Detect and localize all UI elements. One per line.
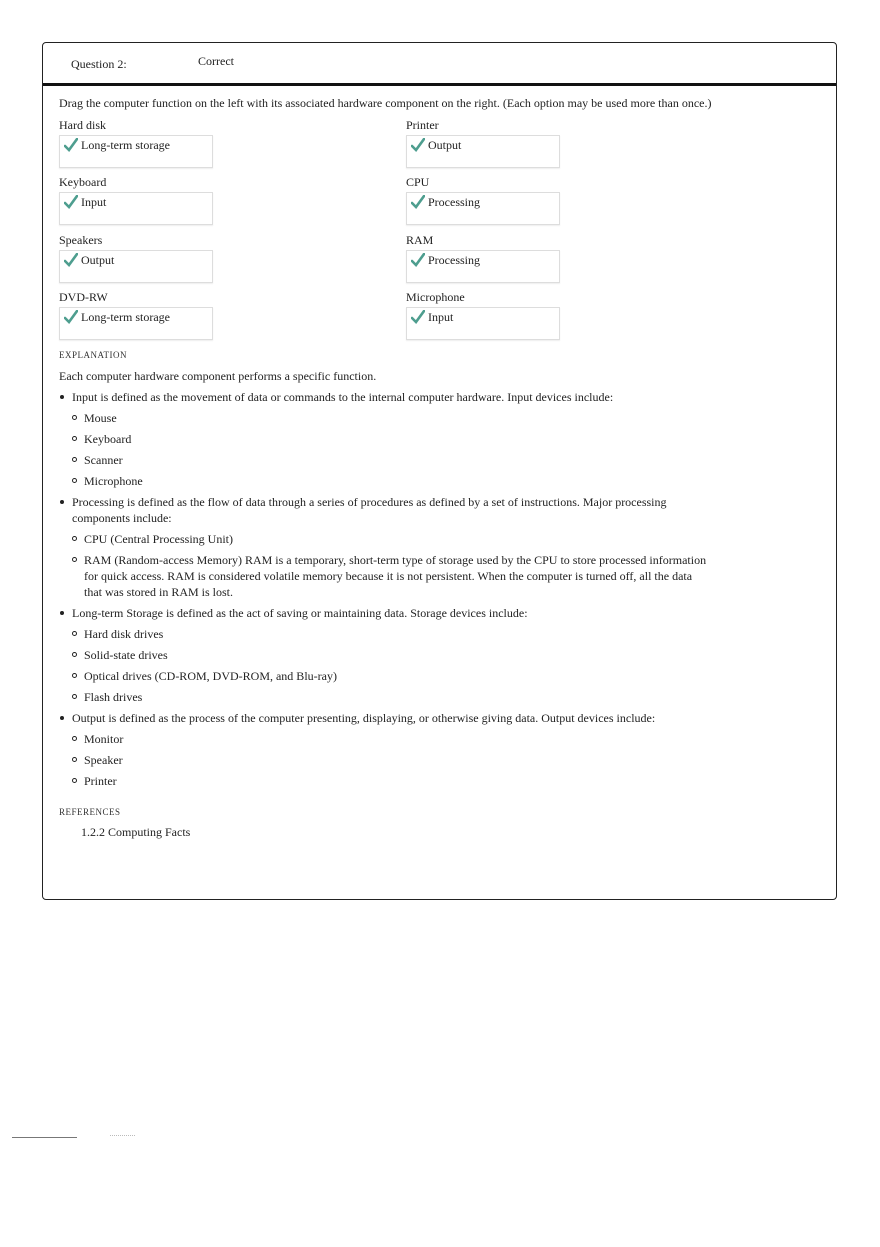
- component-label: Printer: [406, 118, 439, 132]
- footer-divider: [12, 1137, 77, 1138]
- reference-item: 1.2.2 Computing Facts: [81, 825, 191, 839]
- answer-text: Long-term storage: [81, 138, 170, 152]
- list-item: Optical drives (CD-ROM, DVD-ROM, and Blu-ray): [84, 668, 712, 684]
- checkmark-icon: [64, 253, 78, 267]
- list-item-storage: Long-term Storage is defined as the act of saving or maintaining data. Storage devices include: Hard disk drives Solid-state drives Optical drives (CD-ROM, DVD-ROM, and Blu-ray) Flash drives: [72, 605, 712, 705]
- question-number: Question 2:: [71, 57, 127, 71]
- checkmark-icon: [411, 138, 425, 152]
- checkmark-icon: [411, 195, 425, 209]
- list-item: Microphone: [84, 473, 712, 489]
- checkmark-icon: [411, 310, 425, 324]
- component-label: Hard disk: [59, 118, 106, 132]
- instructions: Drag the computer function on the left with its associated hardware component on the right. (Each option may be used more than once.): [59, 96, 712, 110]
- list-item: Speaker: [84, 752, 712, 768]
- answer-text: Processing: [428, 195, 480, 209]
- drop-zone[interactable]: [59, 192, 213, 225]
- list-item: Keyboard: [84, 431, 712, 447]
- component-label: RAM: [406, 233, 434, 247]
- sub-list: [72, 531, 712, 600]
- checkmark-icon: [64, 195, 78, 209]
- component-label: Speakers: [59, 233, 103, 247]
- pair-printer: [406, 117, 566, 168]
- list-item-processing: Processing is defined as the flow of data through a series of procedures as defined by a set of instructions. Major processing components include: CPU (Central Processing Unit) RAM (Random-access Memory) RAM is a temporary, short-term type of storage used by the CPU to store processed information for quick access. RAM is considered volatile memory because it is not persistent. When the computer is turned off, all the data that was stored in RAM is lost.: [72, 494, 712, 600]
- answer-text: Processing: [428, 253, 480, 267]
- pair-hard-disk: [59, 117, 219, 168]
- list-item: Solid-state drives: [84, 647, 712, 663]
- question-header: [43, 43, 836, 86]
- drop-zone[interactable]: [406, 307, 560, 340]
- drop-zone[interactable]: [59, 250, 213, 283]
- list-item: Flash drives: [84, 689, 712, 705]
- list-item: Mouse: [84, 410, 712, 426]
- pair-cpu: [406, 174, 566, 225]
- checkmark-icon: [64, 138, 78, 152]
- drop-zone[interactable]: [406, 192, 560, 225]
- drop-zone[interactable]: [406, 135, 560, 168]
- sub-list: [72, 731, 712, 789]
- drop-zone[interactable]: [59, 307, 213, 340]
- pair-ram: [406, 232, 566, 283]
- status-badge: Correct: [198, 54, 234, 68]
- answer-text: Output: [81, 253, 115, 267]
- list-item: Printer: [84, 773, 712, 789]
- checkmark-icon: [411, 253, 425, 267]
- list-item: CPU (Central Processing Unit): [84, 531, 712, 547]
- matching-grid: [59, 117, 820, 367]
- explanation-list: [59, 389, 820, 789]
- drop-zone[interactable]: [59, 135, 213, 168]
- component-label: DVD-RW: [59, 290, 108, 304]
- footer-dots: [110, 1135, 135, 1138]
- question-card: [42, 42, 837, 900]
- answer-text: Input: [81, 195, 107, 209]
- answer-text: Input: [428, 310, 454, 324]
- sub-list: [72, 410, 712, 489]
- sub-list: [72, 626, 712, 705]
- pair-microphone: [406, 289, 566, 340]
- drop-zone[interactable]: [406, 250, 560, 283]
- checkmark-icon: [64, 310, 78, 324]
- pair-speakers: [59, 232, 219, 283]
- question-body: [43, 86, 836, 840]
- list-item: Hard disk drives: [84, 626, 712, 642]
- explanation-intro: Each computer hardware component performs a specific function.: [59, 369, 377, 383]
- list-item: RAM (Random-access Memory) RAM is a temporary, short-term type of storage used by the CPU to store processed information for quick access. RAM is considered volatile memory because it is not persistent. When the computer is turned off, all the data that was stored in RAM is lost.: [84, 552, 712, 600]
- list-item: Monitor: [84, 731, 712, 747]
- answer-text: Output: [428, 138, 462, 152]
- explanation-heading: EXPLANATION: [59, 350, 127, 360]
- list-item-output: Output is defined as the process of the computer presenting, displaying, or otherwise giving data. Output devices include: Monitor Speaker Printer: [72, 710, 712, 789]
- pair-dvd-rw: [59, 289, 219, 340]
- component-label: CPU: [406, 175, 430, 189]
- component-label: Microphone: [406, 290, 465, 304]
- references-heading: REFERENCES: [59, 807, 121, 817]
- answer-text: Long-term storage: [81, 310, 170, 324]
- component-label: Keyboard: [59, 175, 107, 189]
- list-item: Scanner: [84, 452, 712, 468]
- list-item-input: Input is defined as the movement of data or commands to the internal computer hardware. Input devices include: Mouse Keyboard Scanner Microphone: [72, 389, 712, 489]
- pair-keyboard: [59, 174, 219, 225]
